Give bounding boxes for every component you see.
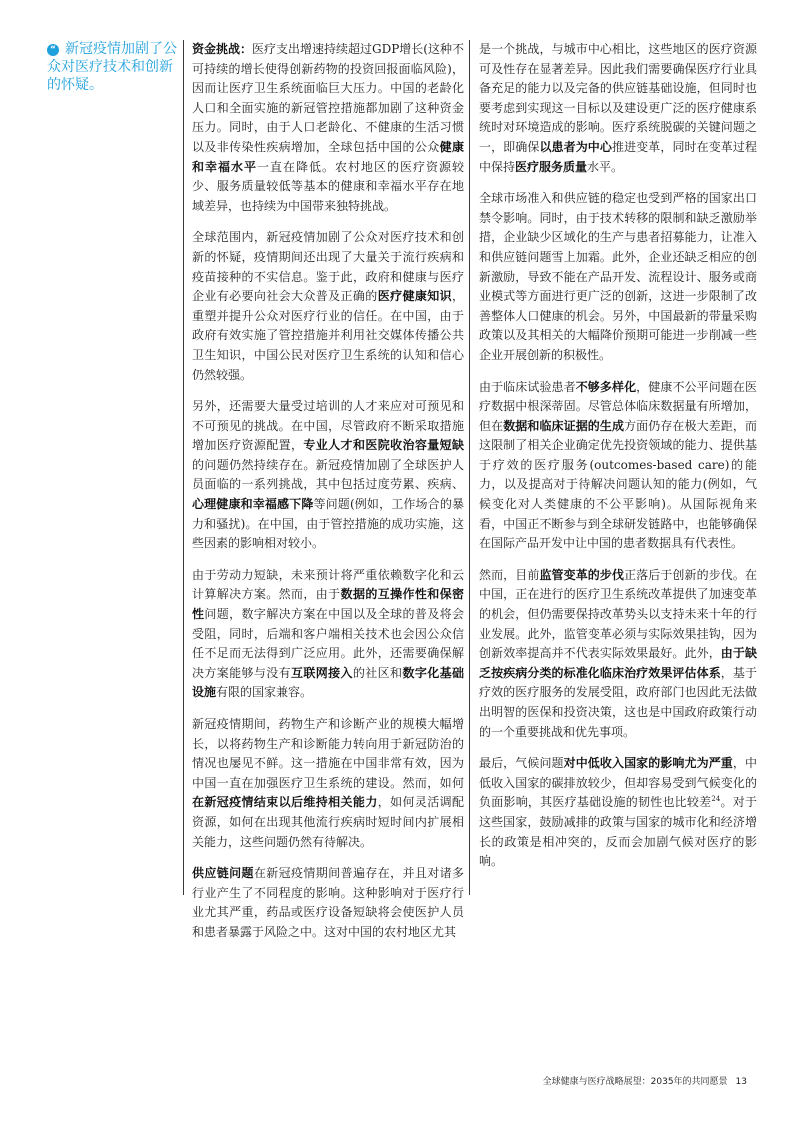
body-text: 水平。 bbox=[587, 159, 624, 174]
emphasis-text: 数字化基础设施 bbox=[192, 665, 464, 700]
emphasis-text: 不够多样化 bbox=[575, 379, 637, 394]
paragraph bbox=[192, 228, 464, 385]
body-text: ，中低收入国家的碳排放较少，但却容易受到气候变化的负面影响，其医疗基础设施的韧性也比较差 bbox=[479, 756, 757, 810]
paragraph bbox=[192, 397, 464, 554]
emphasis-text: 专业人才和医院收治容量短缺 bbox=[303, 438, 464, 453]
paragraph bbox=[192, 566, 464, 703]
emphasis-text: 互联网接入 bbox=[291, 665, 353, 680]
page-number: 13 bbox=[735, 1077, 747, 1087]
pull-quote bbox=[47, 40, 177, 94]
body-text: 等问题(例如，工作场合的暴力和骚扰)。在中国，由于管控措施的成功实施，这些因素的影响相对较小。 bbox=[192, 497, 464, 551]
body-text: 由于劳动力短缺，未来预计将严重依赖数字化和云计算解决方案。然而，由于 bbox=[192, 567, 464, 602]
body-text: 医疗支出增速持续超过GDP增长(这种不可持续的增长使得创新药物的投资回报面临风险)，因而让医疗卫生系统面临巨大压力。中国的老龄化人口和全面实施的新冠管控措施都加剧了这种资金压力。同时，由于人口老龄化、不健康的生活习惯以及非传染性疾病增加，全球包括中国的公众 bbox=[192, 42, 464, 154]
body-text: ，如何灵活调配资源，如何在出现其他流行疾病时短时间内扩展相关能力，这些问题仍然有待解决。 bbox=[192, 795, 464, 849]
column-left bbox=[183, 40, 470, 939]
body-text: ，健康不公平问题在医疗数据中根深蒂固。尽管总体临床数据量有所增加，但在 bbox=[479, 379, 757, 433]
paragraph bbox=[479, 754, 757, 872]
paragraph bbox=[479, 189, 757, 365]
emphasis-text: 对中低收入国家的影响尤为严重 bbox=[563, 756, 733, 771]
emphasis-text: 由于缺乏按疾病分类的标准化临床治疗效果评估体系 bbox=[479, 646, 757, 680]
emphasis-text: 医疗健康知识 bbox=[377, 289, 452, 304]
body-text: 问题，数字解决方案在中国以及全球的普及将会受阻，同时，后端和客户端相关技术也会因公众信任不足而无法得到广泛应用。此外，还需要确保解决方案能够与没有 bbox=[192, 607, 464, 680]
body-text: 由于临床试验患者 bbox=[479, 379, 576, 394]
paragraph bbox=[192, 864, 464, 942]
body-text: 的社区和 bbox=[352, 665, 403, 680]
body-text: 正落后于创新的步伐。在中国，正在进行的医疗卫生系统改革提供了加速变革的机会，但仍需要保持改革势头以支持未来十年的行业发展。此外，监管变革必须与实际效果挂钩，因为创新效率提高并不代表实际效果最好。此外， bbox=[479, 567, 757, 661]
emphasis-text: 数据的互操作性和保密性 bbox=[192, 587, 464, 622]
footnote-ref: 24 bbox=[711, 795, 721, 804]
paragraph bbox=[479, 40, 757, 177]
emphasis-text: 资金挑战： bbox=[192, 42, 253, 56]
body-text: 然而，目前 bbox=[479, 567, 540, 582]
emphasis-text: 医疗服务质量 bbox=[515, 159, 588, 174]
paragraph bbox=[479, 378, 757, 554]
footer-title: 全球健康与医疗战略展望：2035年的共同愿景 bbox=[542, 1077, 728, 1087]
paragraph bbox=[192, 715, 464, 852]
column-right bbox=[479, 40, 757, 884]
emphasis-text: 以患者为中心 bbox=[539, 139, 612, 154]
body-text: 的问题仍然持续存在。新冠疫情加剧了全球医护人员面临的一系列挑战，其中包括过度劳累、疾病、 bbox=[192, 457, 464, 492]
body-text: 推进变革，同时在变革过程中保持 bbox=[479, 139, 757, 174]
paragraph bbox=[192, 40, 464, 216]
body-text: 全球市场准入和供应链的稳定也受到严格的国家出口禁令影响。同时，由于技术转移的限制和缺乏激励举措，企业缺少区域化的生产与患者招募能力，让准入和供应链问题雪上加霜。此外，企业还缺乏相应的创新激励，导致不能在产品开发、流程设计、服务或商业模式等方面进行更广泛的创新，这进一步限制了改善整体人口健康的机会。另外，中国最新的带量采购政策以及其相关的大幅降价预期可能进一步削减一些企业开展创新的积极性。 bbox=[479, 191, 757, 362]
emphasis-text: 心理健康和幸福感下降 bbox=[192, 497, 314, 512]
body-text: 是一个挑战，与城市中心相比，这些地区的医疗资源可及性存在显著差异。因此我们需要确保医疗行业具备充足的能力以及完备的供应链基础设施，但同时也要考虑到实现这一目标以及建设更广泛的医疗健康系统时对环境造成的影响。医疗系统脱碳的关键问题之一，即确保 bbox=[479, 42, 757, 154]
body-text: 最后，气候问题 bbox=[479, 756, 564, 771]
quote-icon: “ bbox=[47, 44, 59, 56]
body-text: 方面仍存在极大差距，而这限制了相关企业确定优先投资领域的能力、提供基于疗效的医疗服务(outcomes-based care)的能力，以及提高对于待解决问题认知的能力(例如，气候变化对人类健康的不公平影响)。从国际视角来看，中国正不断参与到全球研发链路中，也能够确保在国际产品开发中让中国的患者数据具有代表性。 bbox=[479, 418, 757, 551]
body-text: 。对于这些国家，鼓励减排的政策与国家的城市化和经济增长的政策是相冲突的，反而会加剧气候对医疗的影响。 bbox=[479, 795, 757, 869]
body-text: 另外，还需要大量受过培训的人才来应对可预见和不可预见的挑战。在中国，尽管政府不断采取措施增加医疗资源配置， bbox=[192, 399, 464, 453]
body-text: ，重塑并提升公众对医疗行业的信任。在中国，由于政府有效实施了管控措施并利用社交媒体传播公共卫生知识，中国公民对医疗卫生系统的认知和信心仍然较强。 bbox=[192, 289, 464, 382]
page-footer bbox=[543, 1074, 747, 1087]
body-text: 一直在降低。农村地区的医疗资源较少、服务质量较低等基本的健康和幸福水平存在地域差异，也持续为中国带来独特挑战。 bbox=[192, 159, 464, 213]
emphasis-text: 健康和幸福水平 bbox=[192, 139, 464, 174]
body-text: 有限的国家兼容。 bbox=[216, 685, 313, 700]
body-text: 新冠疫情期间，药物生产和诊断产业的规模大幅增长，以将药物生产和诊断能力转向用于新冠防治的情况也屡见不鲜。这一措施在中国非常有效，因为中国一直在加强医疗卫生系统的建设。然而，如何 bbox=[192, 717, 464, 790]
body-text: ，基于疗效的医疗服务的发展受阻，政府部门也因此无法做出明智的医保和投资决策，这也是中国政府政策行动的一个重要挑战和优先事项。 bbox=[479, 665, 757, 739]
emphasis-text: 数据和临床证据的生成 bbox=[503, 418, 625, 433]
emphasis-text: 监管变革的步伐 bbox=[539, 567, 625, 582]
pull-quote-text: 新冠疫情加剧了公众对医疗技术和创新的怀疑。 bbox=[47, 41, 177, 93]
body-text: 全球范围内，新冠疫情加剧了公众对医疗技术和创新的怀疑，疫情期间还出现了大量关于流行疾病和疫苗接种的不实信息。鉴于此，政府和健康与医疗企业有必要向社会大众普及正确的 bbox=[192, 230, 464, 304]
emphasis-text: 供应链问题 bbox=[192, 866, 254, 881]
paragraph bbox=[479, 566, 757, 742]
body-text: 在新冠疫情期间普遍存在，并且对诸多行业产生了不同程度的影响。这种影响对于医疗行业尤其严重，药品或医疗设备短缺将会使医护人员和患者暴露于风险之中。这对中国的农村地区尤其 bbox=[192, 866, 464, 939]
emphasis-text: 在新冠疫情结束以后维持相关能力 bbox=[192, 795, 378, 810]
